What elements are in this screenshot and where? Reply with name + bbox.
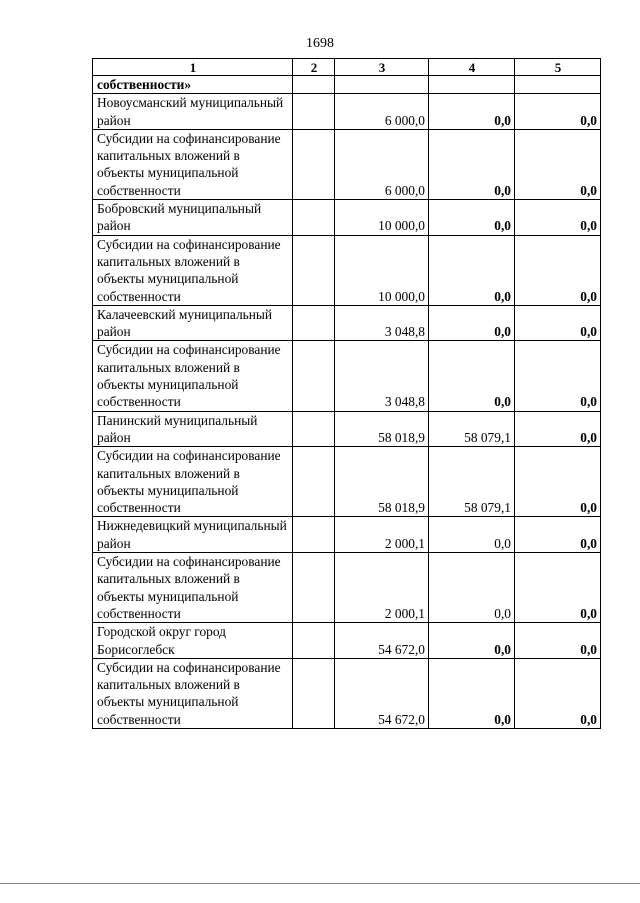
table-header-row (93, 59, 601, 76)
table-row (93, 553, 601, 623)
row-col2 (293, 447, 335, 517)
budget-table (92, 58, 601, 729)
row-col4-value: 0,0 (429, 94, 515, 130)
row-name: Субсидии на софинансирование капитальных вложений в объекты муниципальной собственности (93, 341, 293, 411)
page-bottom-rule (0, 883, 640, 884)
row-name: Субсидии на софинансирование капитальных вложений в объекты муниципальной собственности (93, 553, 293, 623)
row-col5-value: 0,0 (515, 411, 601, 447)
column-header-4: 4 (429, 59, 515, 76)
row-col2 (293, 341, 335, 411)
row-col3-value: 2 000,1 (335, 517, 429, 553)
continuation-row (93, 76, 601, 94)
row-col3-value: 58 018,9 (335, 411, 429, 447)
row-col4-value: 0,0 (429, 553, 515, 623)
row-col2 (293, 129, 335, 199)
row-col4-value: 0,0 (429, 235, 515, 305)
row-col3-value: 6 000,0 (335, 94, 429, 130)
row-col5-value: 0,0 (515, 129, 601, 199)
row-name: Субсидии на софинансирование капитальных вложений в объекты муниципальной собственности (93, 129, 293, 199)
row-col5-value: 0,0 (515, 305, 601, 341)
continuation-text: собственности» (93, 76, 293, 94)
row-col2 (293, 235, 335, 305)
row-col4-value: 0,0 (429, 623, 515, 659)
row-col2 (293, 553, 335, 623)
table-row (93, 517, 601, 553)
row-col2 (293, 94, 335, 130)
row-name: Калачеевский муниципальный район (93, 305, 293, 341)
row-col3-value: 6 000,0 (335, 129, 429, 199)
page-number: 1698 (306, 36, 334, 51)
row-col3-value: 54 672,0 (335, 623, 429, 659)
row-col2 (293, 623, 335, 659)
row-name: Бобровский муниципальный район (93, 200, 293, 236)
row-name: Городской округ город Борисоглебск (93, 623, 293, 659)
column-header-3: 3 (335, 59, 429, 76)
row-col4-value: 0,0 (429, 517, 515, 553)
row-name: Новоусманский муниципальный район (93, 94, 293, 130)
table-cell (293, 76, 335, 94)
row-col3-value: 2 000,1 (335, 553, 429, 623)
row-col5-value: 0,0 (515, 94, 601, 130)
table-row (93, 447, 601, 517)
row-col3-value: 3 048,8 (335, 341, 429, 411)
table-cell (335, 76, 429, 94)
row-col4-value: 0,0 (429, 341, 515, 411)
row-col3-value: 54 672,0 (335, 658, 429, 728)
row-col4-value: 58 079,1 (429, 411, 515, 447)
row-col4-value: 0,0 (429, 129, 515, 199)
row-name: Субсидии на софинансирование капитальных вложений в объекты муниципальной собственности (93, 447, 293, 517)
row-name: Субсидии на софинансирование капитальных вложений в объекты муниципальной собственности (93, 235, 293, 305)
column-header-5: 5 (515, 59, 601, 76)
table-row (93, 129, 601, 199)
row-col5-value: 0,0 (515, 658, 601, 728)
row-name: Субсидии на софинансирование капитальных вложений в объекты муниципальной собственности (93, 658, 293, 728)
row-col5-value: 0,0 (515, 200, 601, 236)
row-col5-value: 0,0 (515, 447, 601, 517)
row-col5-value: 0,0 (515, 235, 601, 305)
table-row (93, 235, 601, 305)
table-cell (429, 76, 515, 94)
row-col2 (293, 305, 335, 341)
row-col4-value: 58 079,1 (429, 447, 515, 517)
table-row (93, 658, 601, 728)
row-col3-value: 10 000,0 (335, 200, 429, 236)
row-col3-value: 3 048,8 (335, 305, 429, 341)
row-col2 (293, 658, 335, 728)
table-row (93, 94, 601, 130)
table-row (93, 200, 601, 236)
row-col5-value: 0,0 (515, 341, 601, 411)
row-col5-value: 0,0 (515, 517, 601, 553)
row-col3-value: 10 000,0 (335, 235, 429, 305)
row-name: Панинский муниципальный район (93, 411, 293, 447)
column-header-1: 1 (93, 59, 293, 76)
row-col2 (293, 517, 335, 553)
table-row (93, 305, 601, 341)
table-body (93, 76, 601, 729)
row-name: Нижнедевицкий муниципальный район (93, 517, 293, 553)
row-col4-value: 0,0 (429, 305, 515, 341)
table-row (93, 341, 601, 411)
row-col2 (293, 411, 335, 447)
row-col5-value: 0,0 (515, 553, 601, 623)
row-col2 (293, 200, 335, 236)
table-cell (515, 76, 601, 94)
row-col4-value: 0,0 (429, 658, 515, 728)
column-header-2: 2 (293, 59, 335, 76)
row-col4-value: 0,0 (429, 200, 515, 236)
table-row (93, 623, 601, 659)
table-row (93, 411, 601, 447)
row-col3-value: 58 018,9 (335, 447, 429, 517)
row-col5-value: 0,0 (515, 623, 601, 659)
